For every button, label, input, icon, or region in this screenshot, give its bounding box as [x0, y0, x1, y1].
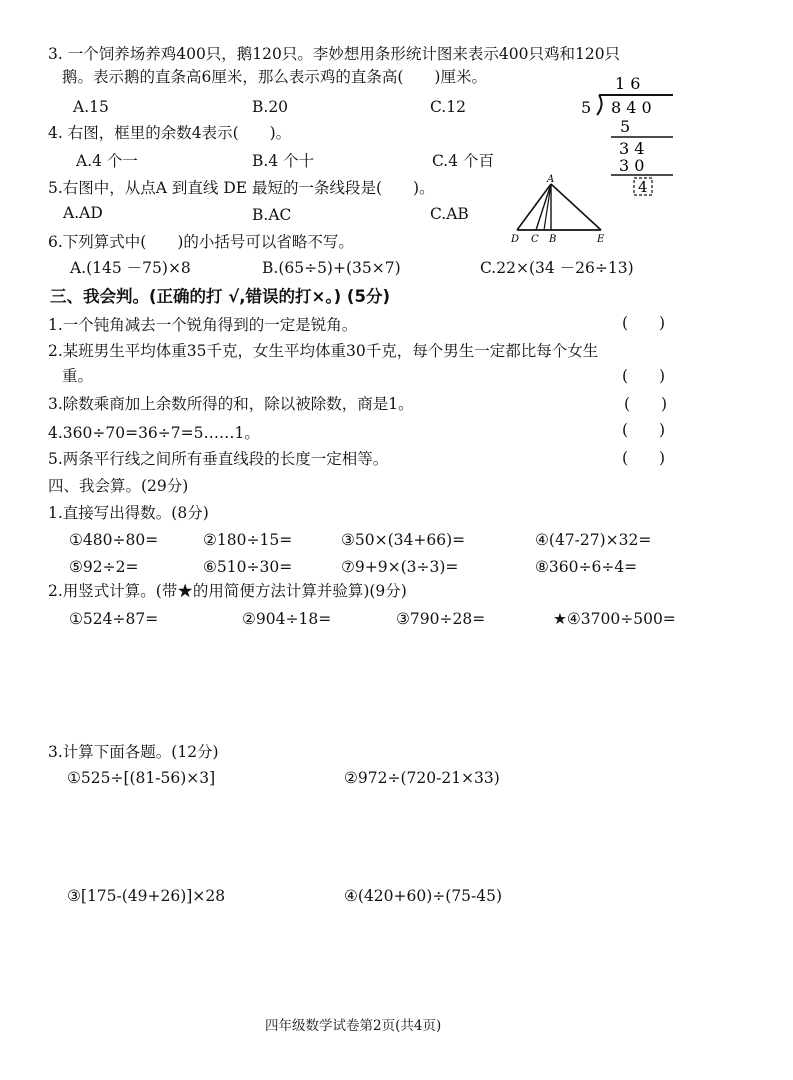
point-e-label: E [597, 234, 605, 245]
q4-option-a: A.4 个一 [76, 152, 138, 170]
q6-option-a: A.(145 －75)×8 [70, 259, 191, 277]
division-dividend: 8 4 0 [611, 98, 652, 117]
direct-calc-item-4: ④(47-27)×32= [535, 531, 652, 549]
direct-calc-item-5: ⑤92÷2= [69, 558, 139, 576]
q4-stem: 4. 右图，框里的余数4表示( )。 [48, 124, 292, 142]
point-a-label: A [547, 174, 555, 185]
judge-item-3: 3.除数乘商加上余数所得的和，除以被除数，商是1。 [48, 395, 414, 413]
division-quotient: 1 6 [615, 74, 641, 93]
judge-item-1: 1.一个钝角减去一个锐角得到的一定是锐角。 [48, 316, 358, 334]
point-b-label: B [549, 234, 557, 245]
q4-option-b: B.4 个十 [252, 152, 315, 170]
direct-calc-item-2: ②180÷15= [203, 531, 293, 549]
steps-calc-item-4: ④(420+60)÷(75-45) [344, 887, 503, 905]
q3-option-b: B.20 [252, 98, 289, 116]
direct-calc-item-6: ⑥510÷30= [203, 558, 293, 576]
q6-stem: 6.下列算式中( )的小括号可以省略不写。 [48, 233, 354, 251]
steps-calc-item-2: ②972÷(720-21×33) [344, 769, 500, 787]
division-divisor: 5 [581, 98, 592, 117]
direct-calc-item-7: ⑦9+9×(3÷3)= [341, 558, 459, 576]
division-step2: 3 4 [619, 139, 645, 158]
division-step3: 3 0 [619, 156, 645, 175]
q6-option-b: B.(65÷5)+(35×7) [262, 259, 401, 277]
q4-option-c: C.4 个百 [432, 152, 495, 170]
point-d-label: D [511, 234, 520, 245]
vertical-calc-item-3: ③790÷28= [396, 610, 486, 628]
direct-calc-title: 1.直接写出得数。(8分) [48, 504, 209, 522]
judge-section-header: 三、我会判。(正确的打 √,错误的打×。) (5分) [50, 287, 390, 306]
q6-option-c: C.22×(34 －26÷13) [480, 259, 634, 277]
division-remainder: 4 [638, 178, 648, 196]
vertical-calc-item-4: ★④3700÷500= [553, 610, 676, 628]
vertical-calc-title: 2.用竖式计算。(带★的用简便方法计算并验算)(9分) [48, 582, 407, 600]
steps-calc-title: 3.计算下面各题。(12分) [48, 743, 219, 761]
triangle-figure [505, 172, 615, 247]
q3-option-c: C.12 [430, 98, 466, 116]
q3-option-a: A.15 [73, 98, 109, 116]
page-footer: 四年级数学试卷第2页(共4页) [265, 1018, 442, 1034]
judge-item-2-cont: 重。 [62, 367, 94, 385]
judge-item-2: 2.某班男生平均体重35千克，女生平均体重30千克，每个男生一定都比每个女生 [48, 342, 599, 360]
vertical-calc-item-2: ②904÷18= [242, 610, 332, 628]
judge-item-4: 4.360÷70=36÷7=5……1。 [48, 424, 260, 442]
q5-stem: 5.右图中，从点A 到直线 DE 最短的一条线段是( )。 [48, 179, 435, 197]
judge-answer-4[interactable]: ( ) [622, 421, 666, 439]
judge-answer-3[interactable]: ( ) [624, 395, 668, 413]
direct-calc-item-1: ①480÷80= [69, 531, 159, 549]
vertical-calc-item-1: ①524÷87= [69, 610, 159, 628]
division-step1: 5 [620, 117, 631, 136]
q5-option-c: C.AB [430, 205, 469, 223]
q5-option-a: A.AD [63, 204, 103, 222]
direct-calc-item-3: ③50×(34+66)= [341, 531, 466, 549]
judge-answer-5[interactable]: ( ) [622, 449, 666, 467]
steps-calc-item-3: ③[175-(49+26)]×28 [67, 887, 226, 905]
point-c-label: C [531, 234, 539, 245]
q5-option-b: B.AC [252, 206, 292, 224]
q3-stem-line1: 3. 一个饲养场养鸡400只，鹅120只。李妙想用条形统计图来表示400只鸡和120只 [48, 45, 621, 63]
calc-section-header: 四、我会算。(29分) [48, 477, 189, 495]
q3-stem-line2: 鹅。表示鹅的直条高6厘米，那么表示鸡的直条高( )厘米。 [62, 68, 487, 86]
judge-answer-1[interactable]: ( ) [622, 314, 666, 332]
steps-calc-item-1: ①525÷[(81-56)×3] [67, 769, 216, 787]
direct-calc-item-8: ⑧360÷6÷4= [535, 558, 638, 576]
judge-item-5: 5.两条平行线之间所有垂直线段的长度一定相等。 [48, 450, 389, 468]
judge-answer-2[interactable]: ( ) [622, 367, 666, 385]
